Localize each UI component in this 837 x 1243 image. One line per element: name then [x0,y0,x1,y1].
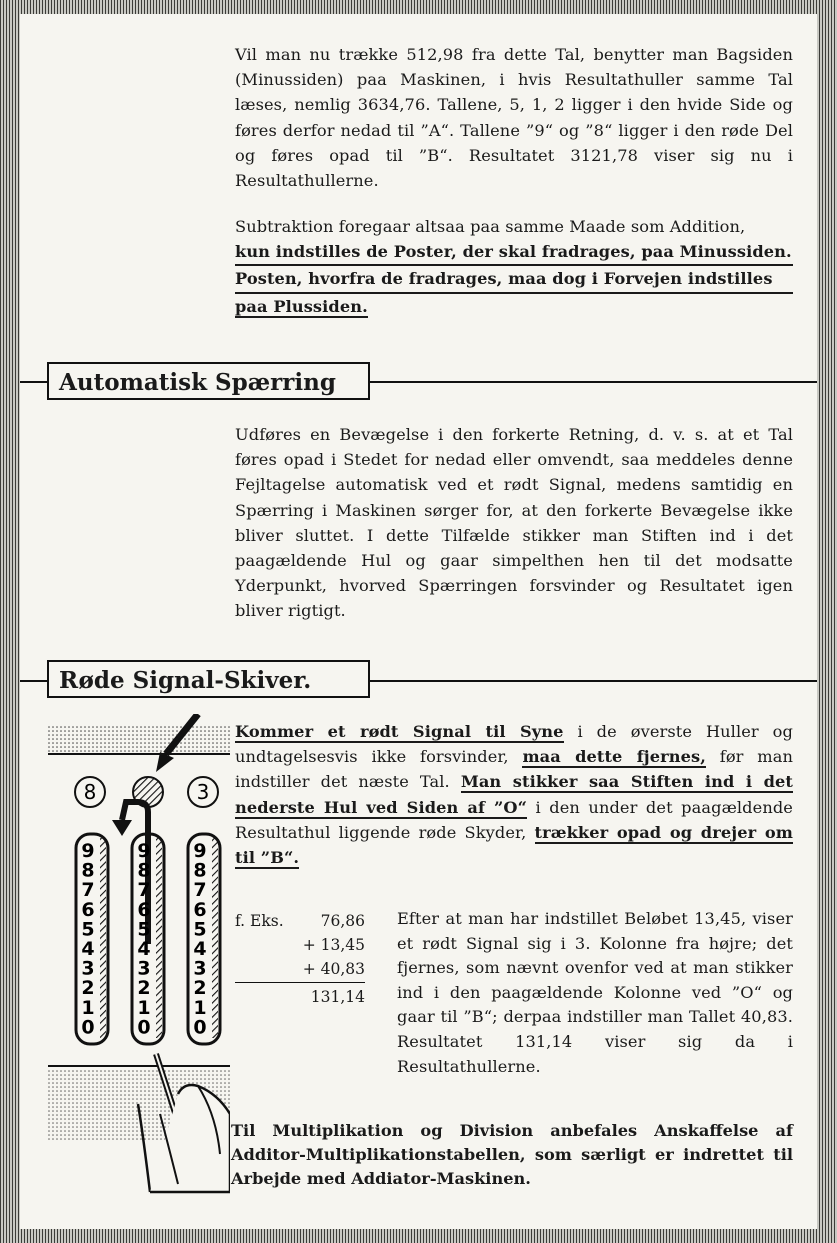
heading-automatisk-spaerring: Automatisk Spærring [47,362,370,400]
signal-text-4: før man indstiller det næste Tal. [235,747,793,792]
column-digit: 1 [137,996,151,1019]
column-digit: 9 [137,840,151,862]
column-digit: 8 [137,859,151,882]
column-digit: 6 [193,898,207,921]
column-digit: 6 [81,898,95,921]
signal-text-5: Man stikker saa Stiften ind i det nederste Hul ved Siden af ”O“ [235,772,793,817]
dotted-band [48,726,230,752]
document-page [20,14,817,1229]
column-digit: 5 [137,918,151,941]
column-digit: 1 [193,996,207,1019]
column-digit: 0 [193,1016,207,1039]
paragraph-subtraction-rule [235,214,793,319]
paragraph-subtraction-example [235,42,793,193]
paragraph-automatic-lock [235,422,793,624]
signal-text-7: trækker opad og drejer om til ”B“. [235,822,793,868]
example-value: 76,86 [320,912,365,930]
digits-left [81,840,94,1038]
signal-text-1: Kommer et rødt Signal til Syne [235,722,564,741]
digits-middle [137,840,150,1038]
column-digit: 3 [81,957,95,980]
rule-bold-line-1: kun indstilles de Poster, der skal fradrages, paa Minussiden. [235,239,793,266]
column-digit: 5 [193,918,207,941]
paragraph-example-explanation [397,907,793,1079]
footer-text: Til Multiplikation og Division anbefales Anskaffelse af Additor-Multiplikationstabellen, som særligt er indrettet til Arbejde med Addiator-Maskinen. [231,1121,793,1188]
result-digit-left: 8 [83,780,97,804]
column-digit: 7 [81,879,95,902]
column-digit: 2 [137,977,151,1000]
column-digit: 0 [137,1016,151,1039]
result-digit-right: 3 [196,780,210,804]
example-value: + 13,45 [302,936,365,954]
example-sum: 131,14 [310,988,365,1006]
rule-bold-line-3: paa Plussiden. [235,296,368,316]
sum-line [235,982,365,983]
signal-text-2: i de øverste Huller og undtagelsesvis ikke forsvinder, [235,722,793,767]
example-sum-row [235,985,365,1009]
example-calculation [235,909,365,1009]
column-digit: 2 [81,977,95,1000]
paragraph-text: Udføres en Bevægelse i den forkerte Retning, d. v. s. at et Tal føres opad i Stedet for nedad eller omvendt, saa meddeles denne Fejltagelse automatisk ved et rødt Signal, medens samtidig en Spærring i Maskinen sørger for, at den forkerte Bevægelse ikke bliver sluttet. I dette Tilfælde stikker man Stiften ind i det paagældende Hul og gaar simpelthen hen til det modsatte Yderpunkt, hvorved Spærringen forsvinder og Resultatet igen bliver rigtigt. [235,425,793,621]
column-digit: 7 [193,879,207,902]
rule-plain-text: Subtraktion foregaar altsaa paa samme Maade som Addition, [235,217,746,236]
column-digit: 2 [193,977,207,1000]
signal-text-6: i den under det paagældende Resultathul liggende røde Skyder, [235,797,793,842]
column-digit: 7 [137,879,151,902]
example-label: f. Eks. [235,912,284,930]
column-digit: 3 [193,957,207,980]
column-digit: 5 [81,918,95,941]
heading-roede-signal-skiver: Røde Signal-Skiver. [47,660,370,698]
column-digit: 4 [193,938,207,960]
column-digit: 8 [81,859,95,882]
digits-right [193,840,206,1038]
signal-text-3: maa dette fjernes, [522,747,706,767]
column-digit: 3 [137,957,151,980]
example-row [235,909,365,933]
footer-recommendation [231,1119,793,1191]
column-digit: 8 [193,859,207,882]
paragraph-text: Efter at man har indstillet Beløbet 13,45, viser et rødt Signal sig i 3. Kolonne fra højre; det fjernes, som nævnt ovenfor ved at man stikker ind i den paagældende Kolonne ved ”O“ og gaar til ”B“; derpaa indstiller man Tallet 40,83. Resultatet 131,14 viser sig da i Resultathullerne. [397,909,793,1076]
signal-disc-illustration [48,714,230,1194]
paragraph-text: Vil man nu trække 512,98 fra dette Tal, benytter man Bagsiden (Minussiden) paa Maskinen, i hvis Resultathuller samme Tal læses, nemlig 3634,76. Tallene, 5, 1, 2 ligger i den hvide Side og føres derfor nedad til ”A“. Tallene ”9“ og ”8“ ligger i den røde Del og føres opad til ”B“. Resultatet 3121,78 viser sig nu i Resultathullerne. [235,45,793,191]
column-digit: 6 [137,898,151,921]
column-digit: 1 [81,996,95,1019]
example-row [235,957,365,981]
column-digit: 4 [137,938,151,960]
column-digit: 0 [81,1016,95,1039]
example-row [235,933,365,957]
example-value: + 40,83 [302,960,365,978]
paragraph-red-signal [235,719,793,870]
column-digit: 9 [81,840,95,862]
column-digit: 4 [81,938,95,960]
column-digit: 9 [193,840,207,862]
rule-bold-line-2: Posten, hvorfra de fradrages, maa dog i Forvejen indstilles [235,266,793,293]
